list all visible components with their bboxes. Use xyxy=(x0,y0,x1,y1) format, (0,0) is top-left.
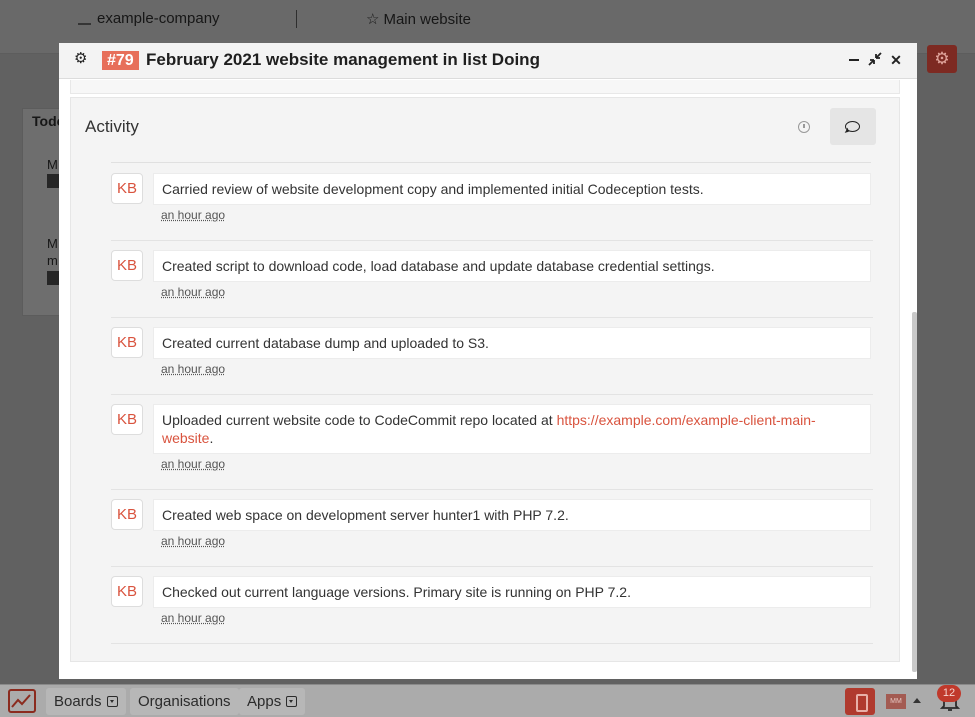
repo-link[interactable]: https://example.com/example-client-main-website xyxy=(162,412,816,446)
activity-text-part: Uploaded current website code to CodeCommit repo located at xyxy=(162,412,557,428)
organisations-menu[interactable] xyxy=(130,688,239,715)
divider xyxy=(111,240,873,241)
activity-panel xyxy=(70,97,900,662)
timestamp: an hour ago xyxy=(161,362,226,376)
collapse-icon[interactable] xyxy=(868,52,882,68)
avatar[interactable]: KB xyxy=(111,576,143,607)
card-number: #79 xyxy=(102,51,139,70)
divider xyxy=(111,489,873,490)
timestamp: an hour ago xyxy=(161,208,226,222)
comment-button[interactable] xyxy=(830,108,876,145)
avatar[interactable]: KB xyxy=(111,499,143,530)
avatar[interactable]: KB xyxy=(111,327,143,358)
activity-text xyxy=(153,404,871,454)
app-logo-icon[interactable] xyxy=(8,689,36,713)
activity-text: Created web space on development server hunter1 with PHP 7.2. xyxy=(153,499,871,531)
modal-header xyxy=(59,43,917,79)
organisations-label: Organisations xyxy=(138,693,231,710)
bottom-bar xyxy=(0,684,975,717)
user-avatar[interactable]: MM xyxy=(886,694,906,709)
clock-icon[interactable] xyxy=(798,121,810,133)
timestamp: an hour ago xyxy=(161,457,226,471)
divider xyxy=(111,394,873,395)
timestamp: an hour ago xyxy=(161,611,226,625)
apps-label: Apps xyxy=(247,693,282,710)
scrollbar[interactable] xyxy=(912,312,917,672)
timestamp: an hour ago xyxy=(161,534,226,548)
gear-icon[interactable]: ⚙ xyxy=(74,50,88,67)
divider xyxy=(111,162,871,163)
avatar[interactable]: KB xyxy=(111,250,143,281)
activity-text: Checked out current language versions. Primary site is running on PHP 7.2. xyxy=(153,576,871,608)
modal-body xyxy=(59,80,917,679)
boards-menu[interactable] xyxy=(46,688,126,715)
chevron-up-icon[interactable] xyxy=(913,698,921,703)
minimize-icon[interactable] xyxy=(847,52,861,68)
apps-menu[interactable] xyxy=(239,688,305,715)
close-icon[interactable]: ✕ xyxy=(890,52,902,68)
divider xyxy=(111,643,873,644)
boards-label: Boards xyxy=(54,693,102,710)
mobile-button[interactable] xyxy=(845,688,875,715)
gear-icon: ⚙ xyxy=(934,49,950,68)
chevron-down-icon xyxy=(107,696,118,707)
divider xyxy=(111,317,873,318)
activity-text: Created current database dump and uploaded to S3. xyxy=(153,327,871,359)
activity-text-part: . xyxy=(209,430,214,446)
activity-text: Carried review of website development copy and implemented initial Codeception tests. xyxy=(153,173,871,205)
avatar[interactable]: KB xyxy=(111,173,143,204)
panel-edge xyxy=(70,80,900,94)
settings-button[interactable] xyxy=(927,45,957,73)
card-modal xyxy=(59,43,917,679)
avatar[interactable]: KB xyxy=(111,404,143,435)
chevron-down-icon xyxy=(286,696,297,707)
timestamp: an hour ago xyxy=(161,285,226,299)
modal-title: February 2021 website management in list Doing xyxy=(146,50,540,69)
activity-text: Created script to download code, load database and update database credential settings. xyxy=(153,250,871,282)
divider xyxy=(111,566,873,567)
activity-title: Activity xyxy=(85,117,139,136)
notification-count-badge: 12 xyxy=(937,685,961,702)
